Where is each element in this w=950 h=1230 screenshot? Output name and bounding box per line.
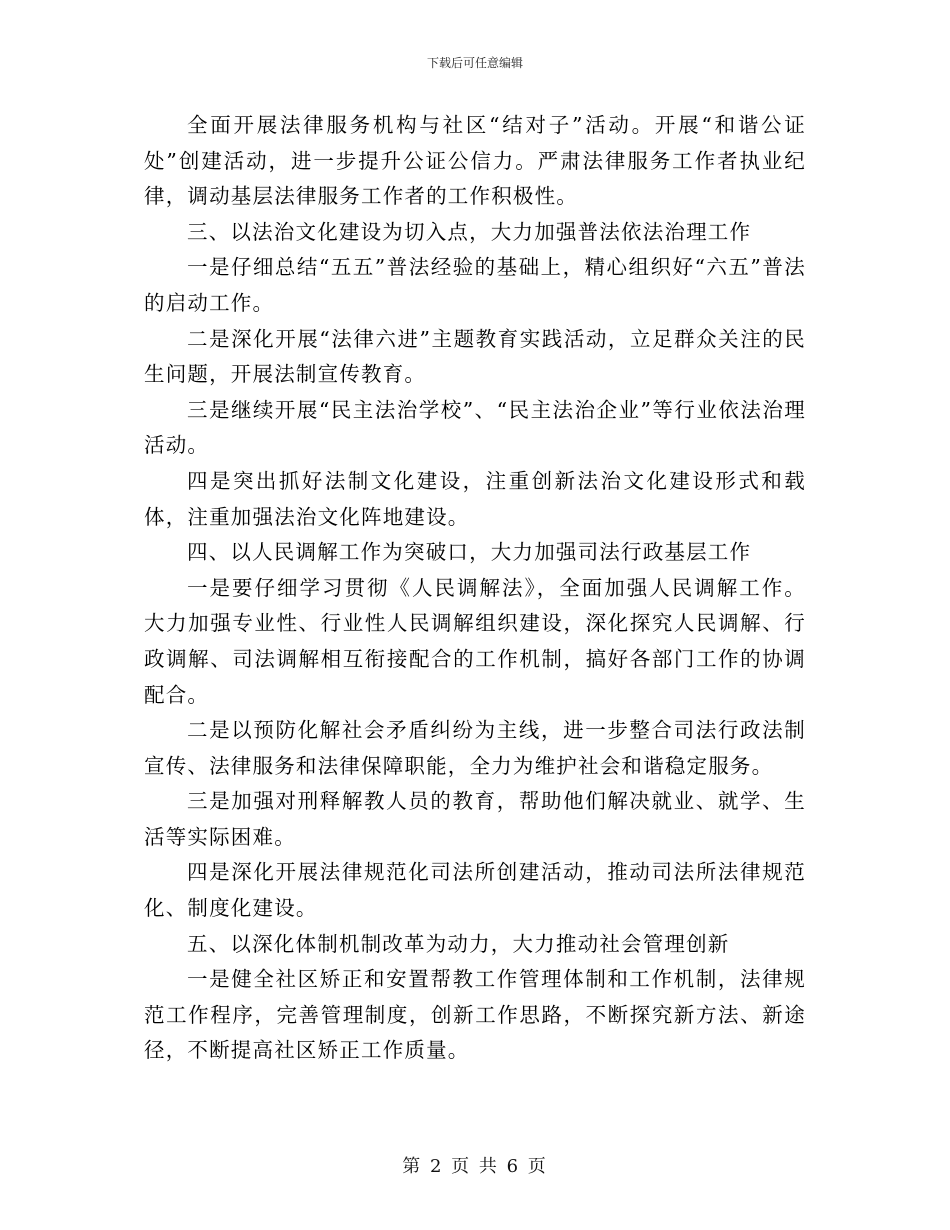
header-note: 下载后可任意编辑 [426,56,523,70]
paragraph: 四是深化开展法律规范化司法所创建活动，推动司法所法律规范化、制度化建设。 [144,860,806,921]
paragraph: 一是要仔细学习贯彻《人民调解法》，全面加强人民调解工作。大力加强专业性、行业性人民调解组织建设，深化探究人民调解、行政调解、司法调解相互衔接配合的工作机制，搞好各部门工作的协调配合。 [144,575,806,707]
paragraph: 一是健全社区矫正和安置帮教工作管理体制和工作机制，法律规范工作程序，完善管理制度，创新工作思路，不断探究新方法、新途径，不断提高社区矫正工作质量。 [144,967,806,1063]
paragraph: 二是深化开展“法律六进”主题教育实践活动，立足群众关注的民生问题，开展法制宣传教育。 [144,326,806,387]
page-number: 第 2 页 共 6 页 [402,1156,548,1177]
section-heading: 四、以人民调解工作为突破口，大力加强司法行政基层工作 [187,540,752,565]
document-body [144,108,806,1069]
paragraph: 一是仔细总结“五五”普法经验的基础上，精心组织好“六五”普法的启动工作。 [144,255,806,315]
paragraph: 三是继续开展“民主法治学校”、“民主法治企业”等行业依法治理活动。 [144,397,806,458]
paragraph: 全面开展法律服务机构与社区“结对子”活动。开展“和谐公证处”创建活动，进一步提升公证公信力。严肃法律服务工作者执业纪律，调动基层法律服务工作者的工作积极性。 [144,113,806,209]
section-heading: 三、以法治文化建设为切入点，大力加强普法依法治理工作 [187,219,752,244]
paragraph: 二是以预防化解社会矛盾纠纷为主线，进一步整合司法行政法制宣传、法律服务和法律保障职能，全力为维护社会和谐稳定服务。 [144,718,806,778]
paragraph: 三是加强对刑释解教人员的教育，帮助他们解决就业、就学、生活等实际困难。 [144,789,806,849]
section-heading: 五、以深化体制机制改革为动力，大力推动社会管理创新 [187,931,730,956]
paragraph: 四是突出抓好法制文化建设，注重创新法治文化建设形式和载体，注重加强法治文化阵地建设。 [144,468,806,529]
